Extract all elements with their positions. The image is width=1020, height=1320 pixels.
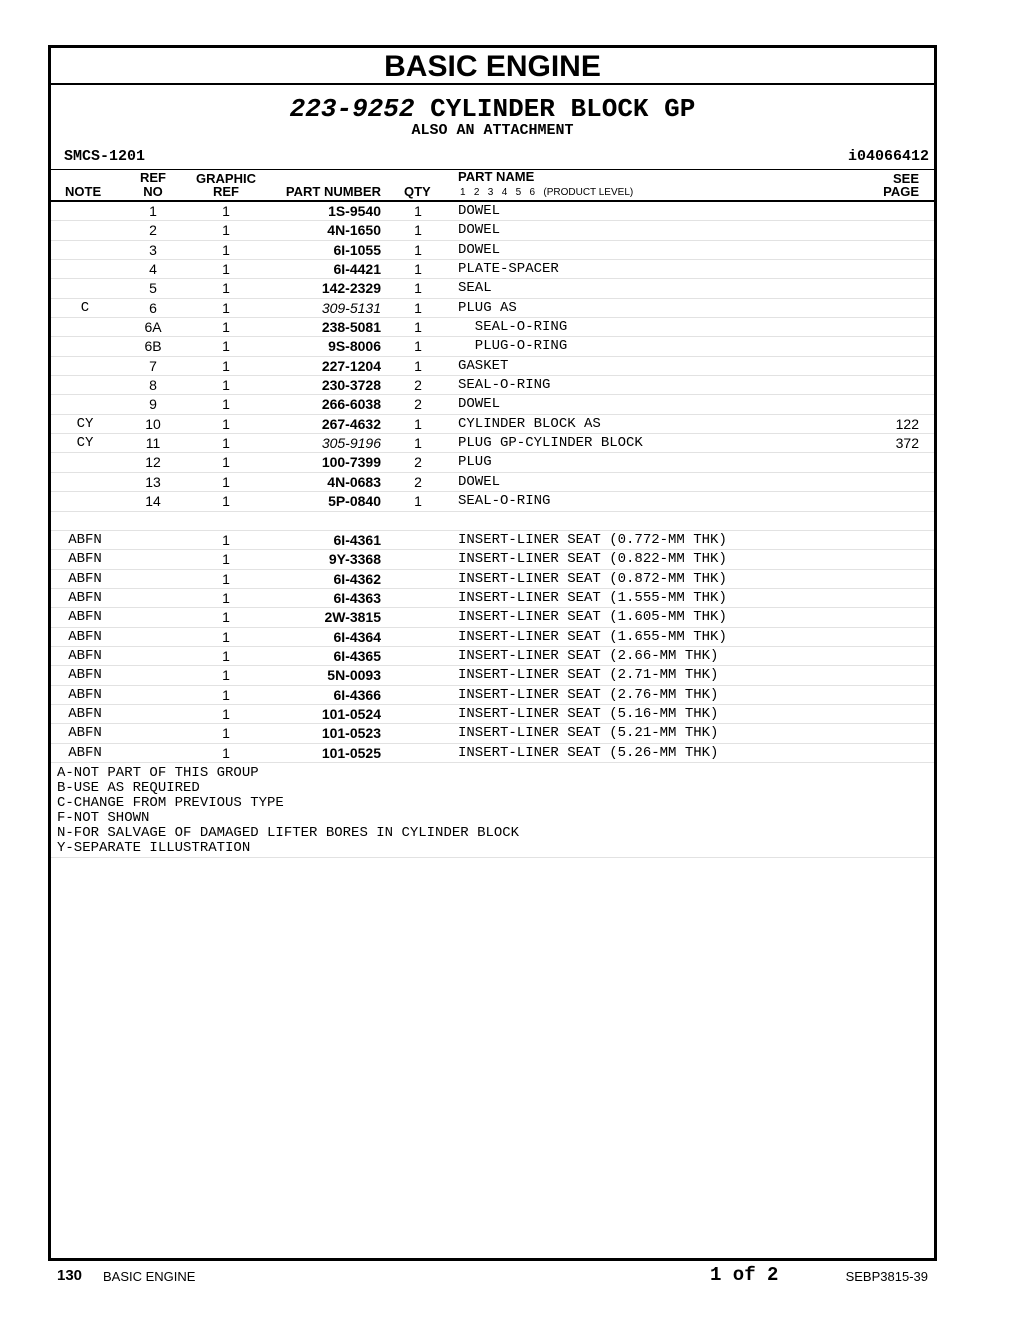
row-part-number: 6I-4421 xyxy=(333,261,381,278)
row-part-name: CYLINDER BLOCK AS xyxy=(458,415,601,432)
row-part-number: 266-6038 xyxy=(321,396,381,413)
table-row xyxy=(51,531,934,550)
row-ref-no: 1 xyxy=(149,203,157,219)
table-row xyxy=(51,550,934,569)
row-part-number: 6I-4362 xyxy=(333,570,381,587)
row-part-number: 6I-4364 xyxy=(333,628,381,645)
table-row xyxy=(51,376,934,395)
footer-sheet: 1 of 2 xyxy=(710,1264,779,1286)
row-part-name: DOWEL xyxy=(458,396,501,413)
row-part-number: 5N-0093 xyxy=(327,667,381,684)
row-ref-no: 2 xyxy=(149,222,157,239)
row-part-number: 230-3728 xyxy=(321,377,381,394)
row-ref-no: 14 xyxy=(145,493,161,510)
row-qty: 2 xyxy=(414,454,422,471)
table-row xyxy=(51,512,934,531)
table-row xyxy=(51,589,934,608)
row-part-name: INSERT-LINER SEAT (0.822-MM THK) xyxy=(458,551,727,568)
row-ref-no: 6B xyxy=(144,338,162,355)
row-note: C xyxy=(80,299,90,316)
row-part-number: 6I-4366 xyxy=(333,686,381,703)
table-row xyxy=(51,395,934,414)
row-qty: 1 xyxy=(414,319,422,336)
table-row xyxy=(51,337,934,356)
row-qty: 1 xyxy=(414,261,422,278)
row-part-number: 101-0524 xyxy=(321,705,381,722)
row-part-number: 5P-0840 xyxy=(328,493,381,510)
note-item: F-NOT SHOWN xyxy=(57,809,150,826)
row-graphic-ref: 1 xyxy=(222,241,230,258)
row-graphic-ref: 1 xyxy=(222,609,230,626)
col-ref-no-1: REF xyxy=(140,170,166,185)
row-note: ABFN xyxy=(68,667,102,684)
row-part-name: INSERT-LINER SEAT (1.555-MM THK) xyxy=(458,589,727,606)
col-part-number: PART NUMBER xyxy=(285,184,381,199)
col-note: NOTE xyxy=(65,184,102,199)
illustration-id: i04066412 xyxy=(847,148,929,165)
row-note: ABFN xyxy=(68,725,102,742)
row-note: ABFN xyxy=(68,744,102,761)
table-row xyxy=(51,570,934,589)
group-part-number: 223-9252 xyxy=(289,94,415,124)
row-graphic-ref: 1 xyxy=(222,454,230,471)
footer-page-number: 130 xyxy=(57,1267,83,1284)
row-graphic-ref: 1 xyxy=(222,473,230,490)
row-part-number: 309-5131 xyxy=(321,299,381,316)
table-row xyxy=(51,241,934,260)
row-part-name: INSERT-LINER SEAT (1.655-MM THK) xyxy=(458,628,727,645)
row-qty: 1 xyxy=(414,299,422,316)
row-part-number: 267-4632 xyxy=(321,415,381,432)
row-graphic-ref: 1 xyxy=(222,203,230,219)
row-qty: 1 xyxy=(414,415,422,432)
row-ref-no: 11 xyxy=(145,435,161,452)
row-graphic-ref: 1 xyxy=(222,705,230,722)
row-part-number: 101-0525 xyxy=(321,744,381,761)
col-qty: QTY xyxy=(404,184,431,199)
parts-table-body xyxy=(51,202,934,763)
table-row xyxy=(51,666,934,685)
row-see-page: 372 xyxy=(895,435,919,452)
row-qty: 1 xyxy=(414,222,422,239)
row-qty: 2 xyxy=(414,396,422,413)
row-qty: 2 xyxy=(414,473,422,490)
footer-section: BASIC ENGINE xyxy=(103,1269,196,1284)
row-part-number: 6I-1055 xyxy=(333,241,381,258)
col-part-name: PART NAME xyxy=(458,169,535,184)
table-row xyxy=(51,744,934,763)
table-row xyxy=(51,647,934,666)
table-row xyxy=(51,202,934,221)
row-part-name: PLATE-SPACER xyxy=(458,261,559,278)
row-graphic-ref: 1 xyxy=(222,338,230,355)
table-row xyxy=(51,434,934,453)
row-graphic-ref: 1 xyxy=(222,280,230,297)
note-item: N-FOR SALVAGE OF DAMAGED LIFTER BORES IN CYLINDER BLOCK xyxy=(57,824,520,841)
row-note: ABFN xyxy=(68,705,102,722)
row-part-name: DOWEL xyxy=(458,222,501,239)
row-part-number: 238-5081 xyxy=(321,319,381,336)
meta-bar xyxy=(51,143,934,170)
col-graphic-ref-2: REF xyxy=(213,184,239,199)
note-item: Y-SEPARATE ILLUSTRATION xyxy=(57,839,251,856)
row-ref-no: 6 xyxy=(149,299,157,316)
table-row xyxy=(51,221,934,240)
row-ref-no: 13 xyxy=(145,473,161,490)
row-part-number: 100-7399 xyxy=(321,454,381,471)
row-part-number: 4N-0683 xyxy=(327,473,381,490)
row-graphic-ref: 1 xyxy=(222,647,230,664)
table-row xyxy=(51,686,934,705)
col-see-page-1: SEE xyxy=(892,171,919,186)
row-note: CY xyxy=(76,435,94,452)
column-header xyxy=(51,170,934,202)
table-row xyxy=(51,279,934,298)
table-row xyxy=(51,608,934,627)
row-note: CY xyxy=(76,415,94,432)
row-graphic-ref: 1 xyxy=(222,570,230,587)
row-part-name: INSERT-LINER SEAT (0.872-MM THK) xyxy=(458,570,727,587)
col-ref-no-2: NO xyxy=(143,184,163,199)
row-part-number: 6I-4363 xyxy=(333,589,381,606)
row-graphic-ref: 1 xyxy=(222,299,230,316)
row-note: ABFN xyxy=(68,570,102,587)
row-qty: 1 xyxy=(414,338,422,355)
row-graphic-ref: 1 xyxy=(222,686,230,703)
row-part-name: DOWEL xyxy=(458,203,501,219)
table-row xyxy=(51,473,934,492)
row-note: ABFN xyxy=(68,647,102,664)
row-note: ABFN xyxy=(68,609,102,626)
row-qty: 1 xyxy=(414,435,422,452)
row-ref-no: 7 xyxy=(149,357,157,374)
row-qty: 1 xyxy=(414,203,422,219)
row-part-number: 4N-1650 xyxy=(327,222,381,239)
row-part-name: PLUG GP-CYLINDER BLOCK xyxy=(458,435,643,452)
col-product-levels: 1 2 3 4 5 6 (PRODUCT LEVEL) xyxy=(460,187,634,198)
row-qty: 1 xyxy=(414,241,422,258)
row-part-number: 6I-4361 xyxy=(333,531,381,548)
row-graphic-ref: 1 xyxy=(222,261,230,278)
row-part-name: INSERT-LINER SEAT (5.21-MM THK) xyxy=(458,725,719,742)
col-see-page-2: PAGE xyxy=(883,184,919,199)
row-part-name: DOWEL xyxy=(458,241,501,258)
row-ref-no: 5 xyxy=(149,280,157,297)
parts-list-frame xyxy=(48,45,937,1261)
row-part-name: SEAL-O-RING xyxy=(458,493,551,510)
table-row xyxy=(51,453,934,472)
row-qty: 1 xyxy=(414,357,422,374)
row-note: ABFN xyxy=(68,628,102,645)
row-graphic-ref: 1 xyxy=(222,222,230,239)
row-see-page: 122 xyxy=(895,415,919,432)
row-part-number: 9S-8006 xyxy=(328,338,381,355)
row-note: ABFN xyxy=(68,686,102,703)
row-part-name: PLUG xyxy=(458,454,492,471)
row-note: ABFN xyxy=(68,531,102,548)
row-part-name: GASKET xyxy=(458,357,509,374)
row-graphic-ref: 1 xyxy=(222,551,230,568)
row-part-number: 142-2329 xyxy=(321,280,381,297)
row-ref-no: 6A xyxy=(144,319,162,336)
row-graphic-ref: 1 xyxy=(222,377,230,394)
row-part-number: 6I-4365 xyxy=(333,647,381,664)
row-graphic-ref: 1 xyxy=(222,493,230,510)
row-ref-no: 8 xyxy=(149,377,157,394)
row-part-number: 305-9196 xyxy=(321,435,381,452)
row-note: ABFN xyxy=(68,589,102,606)
row-graphic-ref: 1 xyxy=(222,589,230,606)
table-row xyxy=(51,299,934,318)
row-graphic-ref: 1 xyxy=(222,667,230,684)
row-ref-no: 10 xyxy=(145,415,161,432)
row-part-name: INSERT-LINER SEAT (5.26-MM THK) xyxy=(458,744,719,761)
row-graphic-ref: 1 xyxy=(222,628,230,645)
page-footer xyxy=(0,1264,1020,1288)
row-qty: 1 xyxy=(414,280,422,297)
row-part-number: 9Y-3368 xyxy=(328,551,381,568)
row-ref-no: 12 xyxy=(145,454,161,471)
row-part-name: PLUG-O-RING xyxy=(458,338,568,355)
row-part-number: 227-1204 xyxy=(321,357,381,374)
row-part-name: DOWEL xyxy=(458,473,501,490)
group-name: CYLINDER BLOCK GP xyxy=(430,94,696,124)
row-part-name: INSERT-LINER SEAT (2.66-MM THK) xyxy=(458,647,719,664)
section-title: BASIC ENGINE xyxy=(51,48,934,85)
row-part-name: SEAL-O-RING xyxy=(458,319,568,336)
row-graphic-ref: 1 xyxy=(222,319,230,336)
row-qty: 2 xyxy=(414,377,422,394)
row-ref-no: 9 xyxy=(149,396,157,413)
row-part-number: 101-0523 xyxy=(321,725,381,742)
row-graphic-ref: 1 xyxy=(222,435,230,452)
row-part-name: PLUG AS xyxy=(458,299,517,316)
row-part-name: INSERT-LINER SEAT (2.71-MM THK) xyxy=(458,667,719,684)
row-graphic-ref: 1 xyxy=(222,725,230,742)
row-note: ABFN xyxy=(68,551,102,568)
row-graphic-ref: 1 xyxy=(222,396,230,413)
row-ref-no: 4 xyxy=(149,261,157,278)
row-graphic-ref: 1 xyxy=(222,744,230,761)
row-part-name: INSERT-LINER SEAT (1.605-MM THK) xyxy=(458,609,727,626)
row-graphic-ref: 1 xyxy=(222,357,230,374)
row-graphic-ref: 1 xyxy=(222,531,230,548)
row-part-number: 1S-9540 xyxy=(328,203,381,219)
smcs-code: SMCS-1201 xyxy=(64,148,146,165)
row-part-name: SEAL xyxy=(458,280,492,297)
table-row xyxy=(51,628,934,647)
row-part-name: SEAL-O-RING xyxy=(458,377,551,394)
table-row xyxy=(51,724,934,743)
table-row xyxy=(51,492,934,511)
notes-legend xyxy=(51,763,934,858)
row-graphic-ref: 1 xyxy=(222,415,230,432)
table-row xyxy=(51,260,934,279)
table-row xyxy=(51,705,934,724)
table-row xyxy=(51,415,934,434)
row-part-name: INSERT-LINER SEAT (0.772-MM THK) xyxy=(458,531,727,548)
note-item: A-NOT PART OF THIS GROUP xyxy=(57,764,259,781)
group-subtitle: ALSO AN ATTACHMENT xyxy=(411,122,574,139)
row-part-number: 2W-3815 xyxy=(324,609,381,626)
footer-doc-id: SEBP3815-39 xyxy=(845,1269,928,1284)
row-ref-no: 3 xyxy=(149,241,157,258)
row-part-name: INSERT-LINER SEAT (5.16-MM THK) xyxy=(458,705,719,722)
col-graphic-ref-1: GRAPHIC xyxy=(196,171,256,186)
note-item: C-CHANGE FROM PREVIOUS TYPE xyxy=(57,794,284,811)
row-qty: 1 xyxy=(414,493,422,510)
group-title xyxy=(51,95,934,123)
row-part-name: INSERT-LINER SEAT (2.76-MM THK) xyxy=(458,686,719,703)
table-row xyxy=(51,357,934,376)
table-row xyxy=(51,318,934,337)
note-item: B-USE AS REQUIRED xyxy=(57,779,200,796)
